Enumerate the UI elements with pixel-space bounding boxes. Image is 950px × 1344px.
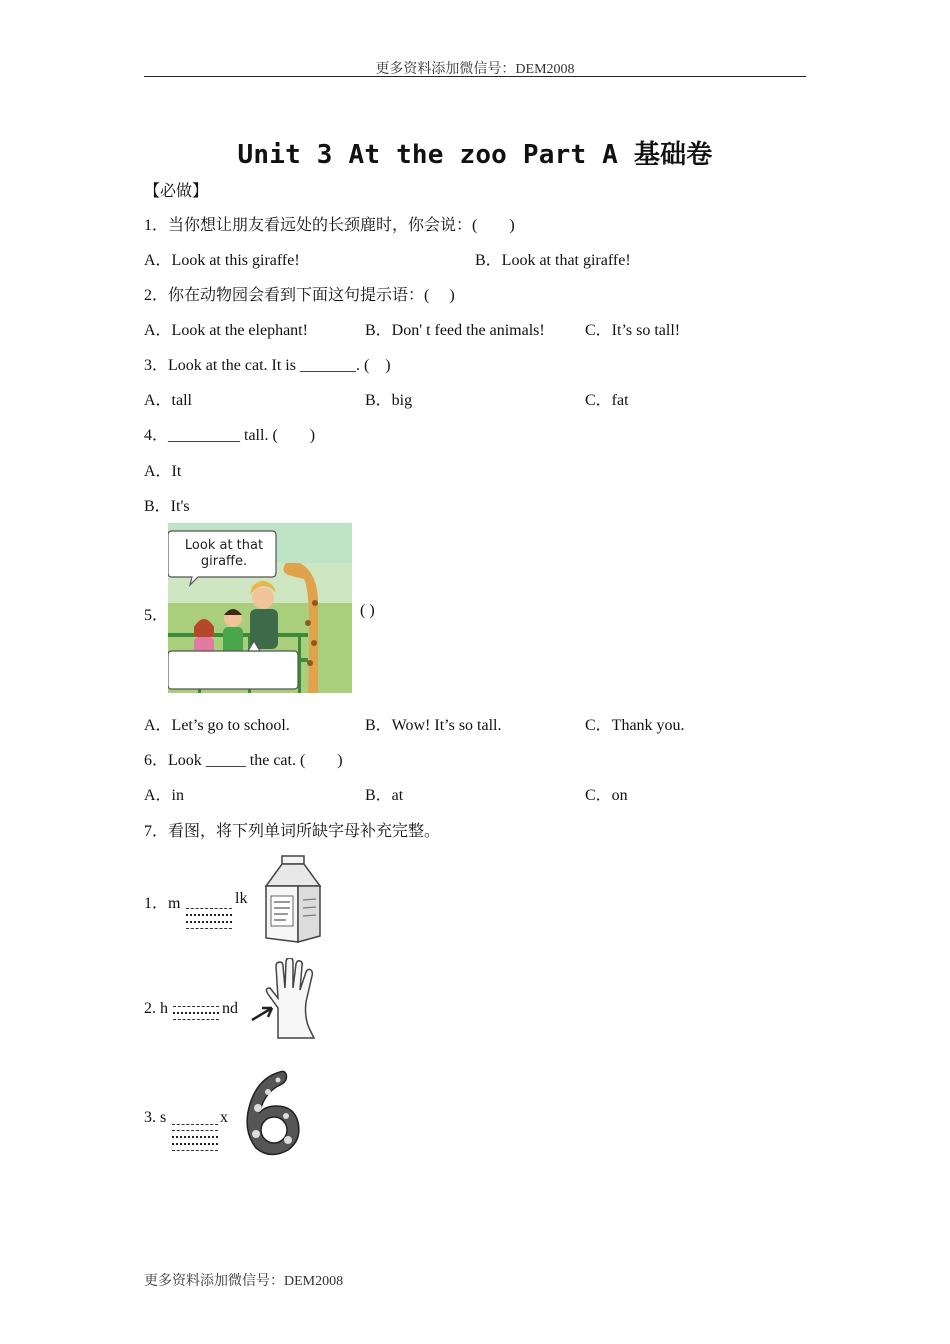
question-6-option-b[interactable]: B．at xyxy=(365,787,404,804)
question-5-option-a[interactable]: A．Let’s go to school. xyxy=(144,717,290,734)
question-5-number: 5． xyxy=(144,607,169,624)
question-1-stem: 1．当你想让朋友看远处的长颈鹿时，你会说：( ) xyxy=(144,217,515,234)
question-2-option-b[interactable]: B．Don' t feed the animals! xyxy=(365,322,545,339)
question-6-option-a[interactable]: A．in xyxy=(144,787,185,804)
question-6-option-c[interactable]: C．on xyxy=(585,787,628,804)
question-1-option-b[interactable]: B．Look at that giraffe! xyxy=(475,252,631,269)
page-header: 更多资料添加微信号：DEM2008 xyxy=(375,62,575,77)
section-label: 【必做】 xyxy=(144,183,209,200)
question-3-option-a[interactable]: A．tall xyxy=(144,392,192,409)
question-4-option-a[interactable]: A．It xyxy=(144,463,182,480)
question-3-option-b[interactable]: B．big xyxy=(365,392,413,409)
word-item-1-suffix: lk xyxy=(235,890,248,907)
question-5-option-c[interactable]: C．Thank you. xyxy=(585,717,685,734)
question-5-answer-bracket: ( ) xyxy=(360,602,375,619)
question-3-option-c[interactable]: C．fat xyxy=(585,392,629,409)
word-item-3-blank[interactable] xyxy=(172,1124,218,1156)
question-5-option-b[interactable]: B．Wow! It’s so tall. xyxy=(365,717,502,734)
speech-bubble-text: Look at that giraffe. xyxy=(184,538,264,569)
page-footer: 更多资料添加微信号：DEM2008 xyxy=(144,1274,344,1289)
question-4-stem: 4．_________ tall. ( ) xyxy=(144,427,316,444)
question-3-stem: 3．Look at the cat. It is _______. ( ) xyxy=(144,357,391,374)
question-2-option-a[interactable]: A．Look at the elephant! xyxy=(144,322,308,339)
number-six-icon xyxy=(238,1068,304,1160)
word-item-3-prefix: 3. s xyxy=(144,1109,167,1126)
giraffe-scene-picture xyxy=(168,523,352,693)
milk-carton-icon xyxy=(260,852,326,946)
question-2-stem: 2．你在动物园会看到下面这句提示语：( ) xyxy=(144,287,455,304)
word-item-1-prefix: 1．m xyxy=(144,895,181,912)
word-item-2-prefix: 2. h xyxy=(144,1000,168,1017)
question-1-option-a[interactable]: A．Look at this giraffe! xyxy=(144,252,300,269)
question-6-stem: 6．Look _____ the cat. ( ) xyxy=(144,752,343,769)
question-7-stem: 7．看图，将下列单词所缺字母补充完整。 xyxy=(144,823,441,840)
word-item-1-blank[interactable] xyxy=(186,908,232,934)
header-divider xyxy=(144,76,806,77)
question-2-option-c[interactable]: C．It’s so tall! xyxy=(585,322,681,339)
hand-icon xyxy=(248,958,324,1040)
word-item-2-suffix: nd xyxy=(222,1000,238,1017)
word-item-2-blank[interactable] xyxy=(173,1006,219,1025)
word-item-3-suffix: x xyxy=(220,1109,228,1126)
page-title: Unit 3 At the zoo Part A 基础卷 xyxy=(237,140,713,170)
question-4-option-b[interactable]: B．It's xyxy=(144,498,190,515)
